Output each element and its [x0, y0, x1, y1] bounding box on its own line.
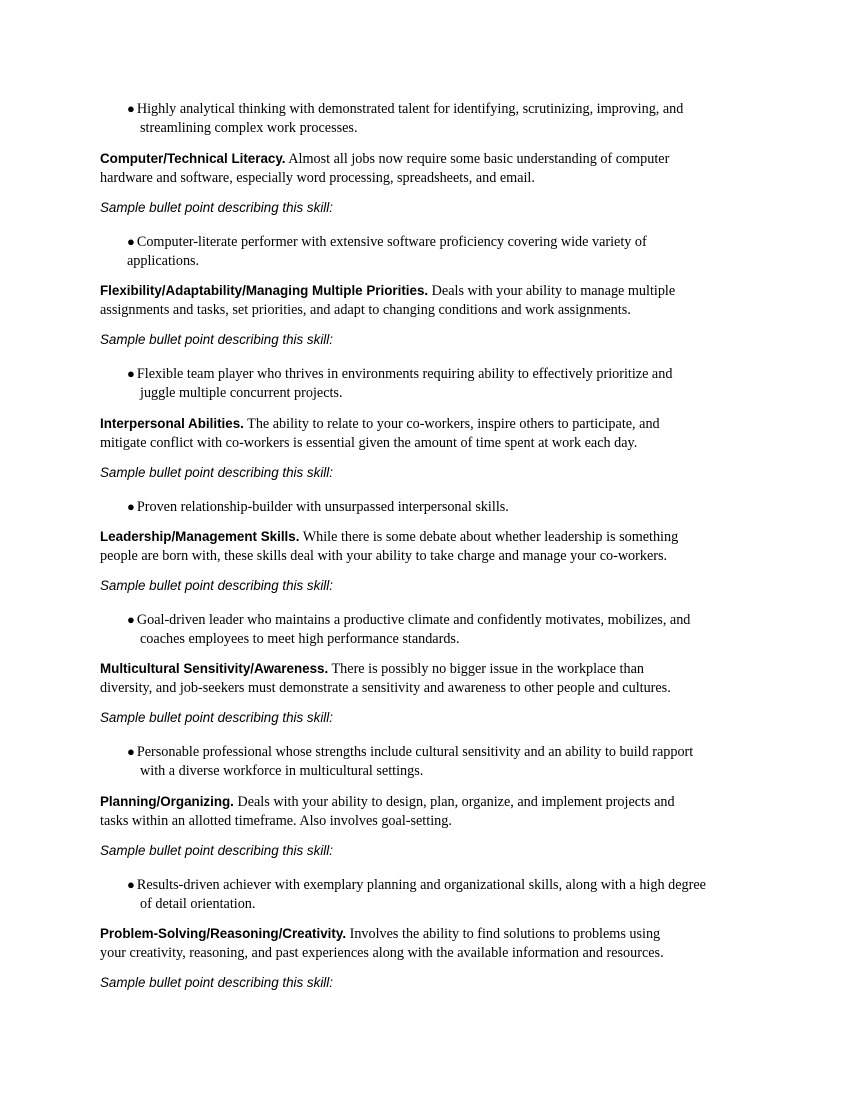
skill-paragraph-multicultural: [100, 659, 760, 698]
bullet-text: Highly analytical thinking with demonstrated talent for identifying, scrutinizing, improving, and: [136, 101, 684, 117]
sample-label: Sample bullet point describing this skill:: [100, 578, 333, 593]
sample-label: Sample bullet point describing this skill:: [100, 332, 333, 347]
bullet-text: Computer-literate performer with extensive software proficiency covering wide variety of: [136, 234, 647, 250]
skill-paragraph-leadership: [100, 527, 760, 566]
bullet-text-continued: applications.: [127, 253, 200, 269]
bullet-item: [127, 742, 693, 781]
skill-description: Deals with your ability to manage multiple: [428, 283, 676, 299]
skill-description-continued: assignments and tasks, set priorities, and adapt to changing conditions and work assignments.: [100, 302, 631, 318]
bullet-text: Proven relationship-builder with unsurpassed interpersonal skills.: [136, 499, 509, 515]
skill-description-continued: your creativity, reasoning, and past experiences along with the available information and resources.: [100, 945, 664, 961]
skill-description-continued: people are born with, these skills deal with your ability to take charge and manage your co-workers.: [100, 548, 668, 564]
skill-description: The ability to relate to your co-workers, inspire others to participate, and: [243, 416, 660, 432]
skill-heading: Planning/Organizing.: [100, 794, 234, 809]
bullet-icon: ●: [127, 101, 135, 116]
bullet-item: [127, 99, 683, 138]
bullet-icon: ●: [127, 877, 135, 892]
bullet-item: [127, 875, 706, 914]
skill-paragraph-flexibility: [100, 281, 760, 320]
skill-description-continued: hardware and software, especially word processing, spreadsheets, and email.: [100, 170, 535, 186]
bullet-text-continued: juggle multiple concurrent projects.: [140, 385, 343, 401]
skill-paragraph-interpersonal: [100, 414, 760, 453]
bullet-item: [127, 610, 690, 649]
bullet-text-continued: with a diverse workforce in multicultural settings.: [140, 763, 424, 779]
skill-description: While there is some debate about whether leadership is something: [299, 529, 679, 545]
bullet-item: [127, 497, 509, 517]
skill-description-continued: mitigate conflict with co-workers is essential given the amount of time spent at work each day.: [100, 435, 638, 451]
skill-description-continued: tasks within an allotted timeframe. Also involves goal-setting.: [100, 813, 452, 829]
skill-heading: Computer/Technical Literacy.: [100, 151, 286, 166]
skill-description: Involves the ability to find solutions to problems using: [346, 926, 661, 942]
skill-description: There is possibly no bigger issue in the workplace than: [328, 661, 644, 677]
skill-description: Almost all jobs now require some basic understanding of computer: [285, 151, 670, 167]
skill-paragraph-planning: [100, 792, 760, 831]
bullet-icon: ●: [127, 499, 135, 514]
bullet-icon: ●: [127, 366, 135, 381]
bullet-text: Goal-driven leader who maintains a productive climate and confidently motivates, mobilizes, and: [136, 612, 691, 628]
bullet-icon: ●: [127, 234, 135, 249]
bullet-item: [127, 364, 672, 403]
bullet-text-continued: coaches employees to meet high performance standards.: [140, 631, 460, 647]
bullet-icon: ●: [127, 744, 135, 759]
skill-heading: Flexibility/Adaptability/Managing Multiple Priorities.: [100, 283, 429, 298]
skill-heading: Multicultural Sensitivity/Awareness.: [100, 661, 329, 676]
skill-description: Deals with your ability to design, plan, organize, and implement projects and: [233, 794, 675, 810]
bullet-text: Flexible team player who thrives in environments requiring ability to effectively prioritize and: [136, 366, 673, 382]
bullet-text-continued: streamlining complex work processes.: [140, 120, 358, 136]
skill-heading: Problem-Solving/Reasoning/Creativity.: [100, 926, 347, 941]
bullet-text: Personable professional whose strengths include cultural sensitivity and an ability to build rapport: [136, 744, 694, 760]
bullet-item: [127, 232, 647, 271]
skill-heading: Leadership/Management Skills.: [100, 529, 300, 544]
skill-paragraph-computer-literacy: [100, 149, 760, 188]
sample-label: Sample bullet point describing this skill:: [100, 975, 333, 990]
sample-label: Sample bullet point describing this skill:: [100, 710, 333, 725]
bullet-text-continued: of detail orientation.: [140, 896, 256, 912]
bullet-text: Results-driven achiever with exemplary planning and organizational skills, along with a high degree: [136, 877, 706, 893]
sample-label: Sample bullet point describing this skill:: [100, 200, 333, 215]
sample-label: Sample bullet point describing this skill:: [100, 465, 333, 480]
bullet-icon: ●: [127, 612, 135, 627]
skill-description-continued: diversity, and job-seekers must demonstrate a sensitivity and awareness to other people and cultures.: [100, 680, 671, 696]
sample-label: Sample bullet point describing this skill:: [100, 843, 333, 858]
skill-heading: Interpersonal Abilities.: [100, 416, 244, 431]
skill-paragraph-problem-solving: [100, 924, 760, 963]
